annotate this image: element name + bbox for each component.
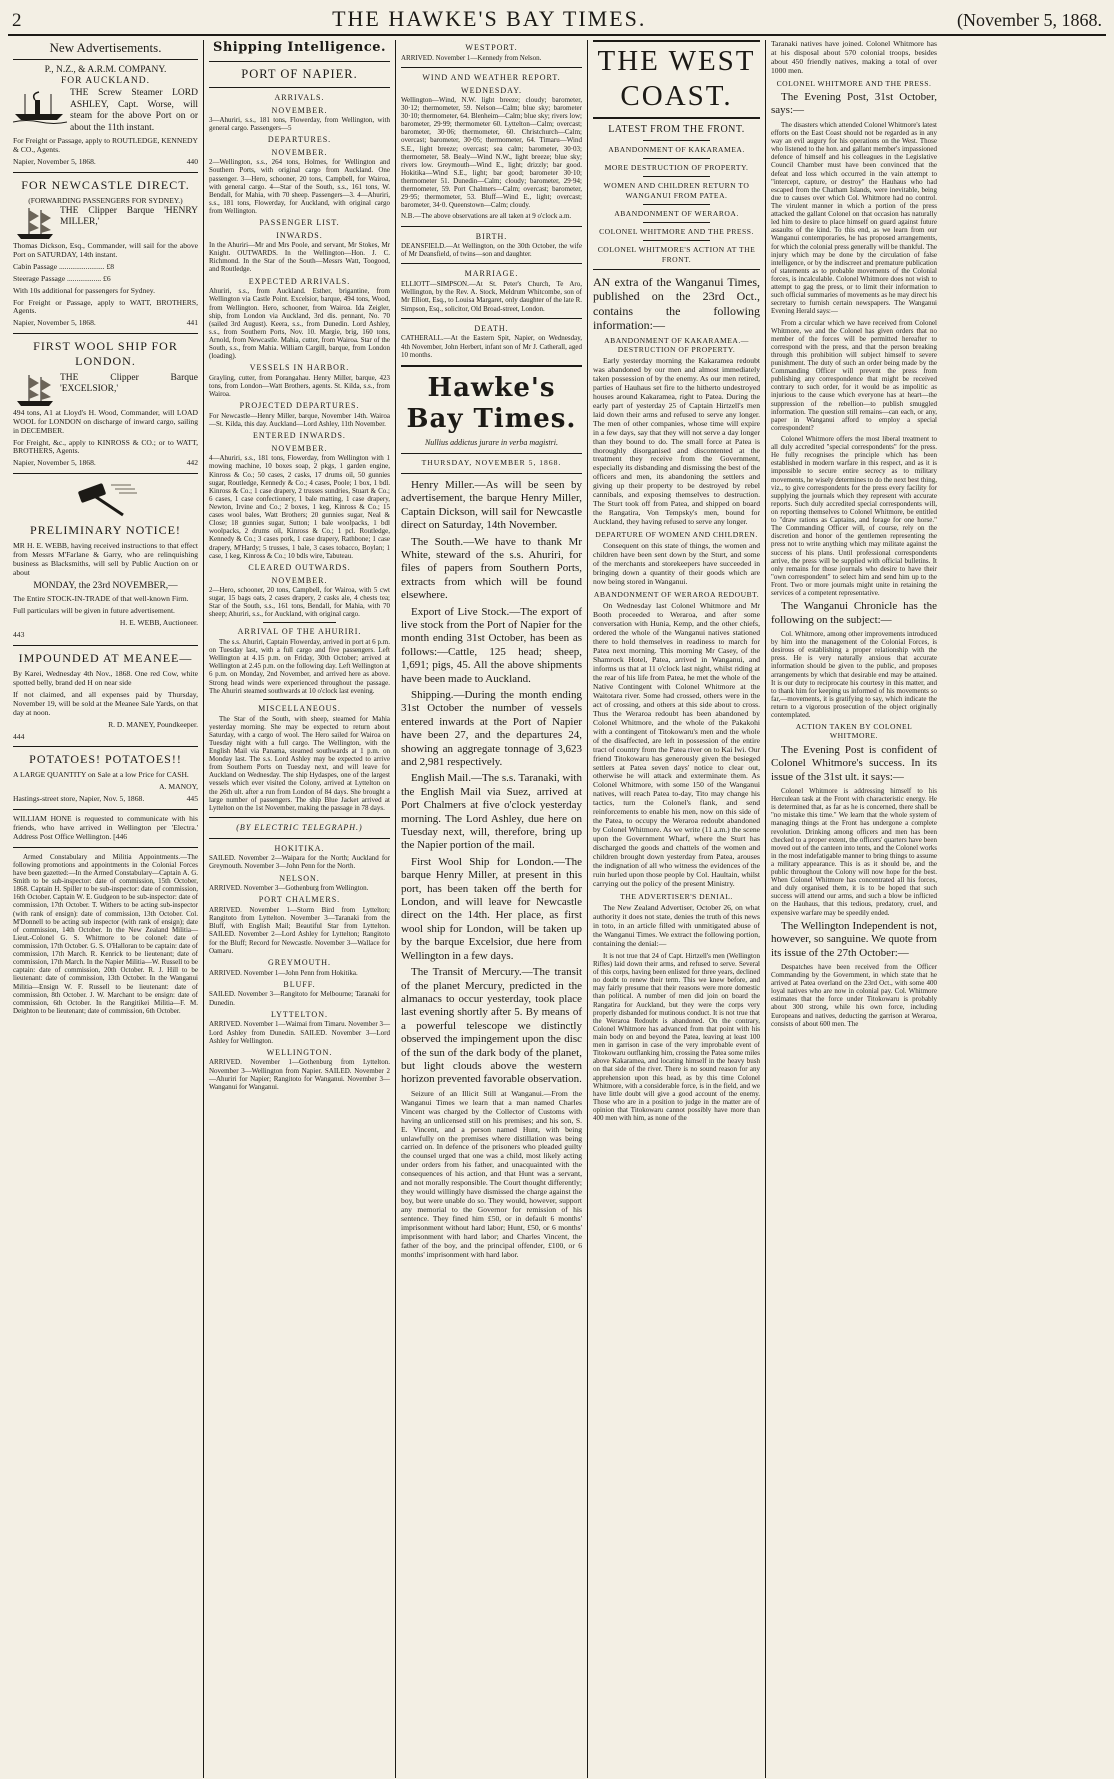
advert-subtitle: (FORWARDING PASSENGERS FOR SYDNEY.) (28, 195, 183, 205)
advert-impounded (13, 651, 198, 741)
chalmers-text: ARRIVED. November 1—Storm Bird from Lyttelton; Rangitoto from Lyttelton. November 3—Taranaki from the Bluff, with English Mail; Beautiful Star from Lyttelton. SAILED. November 2—Lord Ashley for Lyttelton; Rangitoto for the Bluff; Record for Newcastle. November 3—Wallace for Oamaru. (209, 906, 390, 955)
paper-motto: Nullius addictus jurare in verba magistri. (424, 438, 559, 448)
advert-body: 494 tons, A1 at Lloyd's H. Wood, Commander, will LOAD WOOL for LONDON on discharge of inward cargo, sailing in DECEMBER. (13, 407, 198, 435)
article-paragraph: On Wednesday last Colonel Whitmore and Mr Booth proceeded to Weraroa, and after some conversation with Hunia, Kemp, and the other chiefs, ordered the whole of the Wanganui natives stationed there to hold themselves in readiness to march for Patea next morning. This morning Mr Casey, of the Shamrock Hotel, Patea, arrived in Wanganui, and informs us that at 11 o'clock last night, whilst riding at the rear of his life from Patea, he met the whole of the Native Contingent with Colonel Whitmore at the Waitotara river. Some had crossed, others were in the act of crossing, and others at this side about to cross. Thus the Weraroa redoubt has been abandoned by Colonel Whitmore, and the whole of the Pakakohi with a contingent of Titokowaru's men and the whole of the disaffected, are left in possession of the entire tract of country from the Patea river on to Kai Iwi. Our friend Titokowaru has generously given the besieged settlers at Patea seven days' notice to clear out, otherwise he will attack and exterminate them. As Colonel Whitmore, with some 150 of the Wanganui natives, will reach Patea to-day, Tito may change his tactics, turn the Colonel's flank, and send reinforcements to enable his men, now on this side of the Patea, to occupy the Weraroa redoubt abandoned by Colonel Whitmore. As we write (11 a.m.) the scene upon the Government Wharf, where the Sturt has discharged the goods and chattels of the women and children brought down yesterday from Patea, arouses the indignation of all who witness the evidences of the ruin hurled upon those people by Col. Haultain, whilst carrying out the policy of the present Ministry. (593, 601, 761, 888)
article-quote: From a circular which we have received from Colonel Whitmore, we and the Colonel has given orders that no member of the forces will be permitted hereafter to correspond with the press, and that the person breaking through this prohibition will subject himself to severe punishment. The duty of such an order being made by the Commanding Officer will prevent the press from publishing any correspondence that might be received contrary to such order, for it would be as impolitic as injurious to the cause which everyone has at heart—the suppression of the rebellion—to publish smuggled information. The question still remains—can each, or any, paper in Wanganui afford to employ a special correspondent? (771, 318, 937, 432)
advert-ship: THE Clipper Barque 'EXCELSIOR,' (60, 372, 198, 395)
subheading: ACTION TAKEN BY COLONEL WHITMORE. (795, 722, 913, 741)
advert-route: FOR AUCKLAND. (60, 76, 150, 87)
projected-text: For Newcastle—Henry Miller, barque, November 14th. Wairoa—St. Kilda, this day. Auckland—Lord Ashley, 11th November. (209, 412, 390, 429)
issue-date: (November 5, 1868. (957, 10, 1102, 30)
port-title: PORT OF NAPIER. (241, 66, 358, 81)
weather-note: N.B.—The above observations are all taken at 9 o'clock a.m. (401, 212, 572, 221)
death-label: DEATH. (474, 323, 509, 333)
advert-number: 444 (13, 731, 25, 741)
advert-signature: H. E. WEBB, Auctioneer. (119, 618, 198, 628)
advert-title: POTATOES! POTATOES!! (29, 752, 182, 767)
news-paragraph: Seizure of an Illicit Still at Wanganui.—From the Wanganui Times we learn that a man named Charles Vincent was charged by the Collector of Customs with having an unlicensed still on his premises; and his son, S. E. Vincent, and a person named Hunt, with being unlawfully on the premises where distillation was being carried on. In defence of the prisoners who pleaded guilty the counsel urged that one was a child, most likely acting under orders from his father, and unacquainted with the consequences of his action, and that Hunt was a servant, and not morally responsible. The Court thought differently; they would willingly have dismissed the charge against the boy, but were unable do so. They would, however, support any memorial to the Governor for remission of his sentence. They fined him £50, or in default 6 months' imprisonment without hard labor; Hunt, £50, or 6 months' imprisonment with hard labor; and Charles Vincent, the father of the boy, and the principal offender, £100, or 6 months' imprisonment with hard labor. (401, 1088, 582, 1259)
advert-title: PRELIMINARY NOTICE! (30, 523, 181, 538)
paper-issue-date: THURSDAY, NOVEMBER 5, 1868. (421, 457, 562, 467)
expected-text: Ahuriri, s.s., from Auckland. Esther, brigantine, from Wellington via Castle Point. Excelsior, barque, 494 tons, Wood, from Wellington. Hero, schooner, from Wairoa. Ida Zeigler, ship, from London via Auckland, 3rd dis. pennant, No. 70 (sailed 3rd August). Keera, s.s., from Dunedin. Lord Ashley, s.s., from Southern Ports, Nov. 10. Margie, brig, 160 tons, Arnold, from Newcastle. Mahia, cutter, from Wairoa. Star of the South, s.s., from Mahia. William Cargill, barque, from London (loading). (209, 287, 390, 361)
auction-hammer-icon (71, 479, 141, 519)
nelson-text: ARRIVED. November 3—Gothenburg from Wellington. (209, 884, 369, 893)
article-quote: Col. Whitmore, among other improvements introduced by him into the management of the Colonial Forces, is desirous of establishing a proper relationship with the press. He is very naturally anxious that accurate information should be given to the public, and proposes arrangements by which that desirable end may be attained. It is our duty to reciprocate his courtesy in this matter, and to thank him for keeping us informed of his movements so far,—movements, it is gratifying to say, which indicate the return to a vigorous prosecution of the object originally contemplated. (771, 630, 937, 720)
news-paragraph: Export of Live Stock.—The export of live stock from the Port of Napier for the month ending 31st October, has been as follows:—Cattle, 125 head; sheep, 1,691; pigs, 45. All the above shipments have been made to Auckland. (401, 605, 582, 685)
advert-number: 442 (186, 458, 198, 468)
bluff-text: SAILED. November 3—Rangitoto for Melbourne; Taranaki for Dunedin. (209, 990, 390, 1007)
advert-footer: Napier, November 5, 1868. (13, 157, 96, 167)
bluff-label: BLUFF. (283, 979, 316, 989)
advert-steerage: Steerage Passage .................. £6 (13, 273, 111, 283)
arrivals-label: ARRIVALS. (274, 93, 325, 103)
headline: MORE DESTRUCTION OF PROPERTY. (604, 163, 749, 173)
section-title: Shipping Intelligence. (212, 40, 387, 55)
death-text: CATHERALL.—At the Eastern Spit, Napier, on Wednesday, 4th November, John Herbert, infant son of Mr J. Catherall, aged 10 months. (401, 334, 582, 359)
wellington-text: ARRIVED. November 1—Gothenburg from Lyttelton. November 3—Wellington from Napier. SAILED. November 2—Ahuriri for Napier; Rangitoto for Wanganui. November 3—Wanganui for Wanganui. (209, 1058, 390, 1091)
departures-month: NOVEMBER. (271, 148, 328, 158)
sailing-ship-icon (13, 206, 57, 242)
advert-wool-ship (13, 339, 198, 468)
advert-signature: R. D. MANEY, Poundkeeper. (108, 719, 198, 729)
departures-label: DEPARTURES. (267, 135, 332, 145)
advert-body-3: Full particulars will be given in future advertisement. (13, 606, 175, 616)
advert-body: THE Screw Steamer LORD ASHLEY, Capt. Worse, will steam for the above Port on or about the 11th instant. (70, 88, 198, 133)
chalmers-label: PORT CHALMERS. (258, 895, 341, 905)
advert-number: [446 (113, 831, 128, 841)
advert-food: With 10s additional for passengers for Sydney. (13, 285, 155, 295)
hokitika-label: HOKITIKA. (274, 843, 325, 853)
wellington-label: WELLINGTON. (266, 1047, 333, 1057)
masthead (8, 6, 1106, 36)
subheading: ABANDONMENT OF WERAROA REDOUBT. (593, 590, 760, 600)
news-paragraph: First Wool Ship for London.—The barque Henry Miller, at present in this port, has been taken off the berth for London, and will leave for Newcastle direct on the 14th. Her place, as first wool ship for London, will be taken up by the barque Excelsior, due here from Wellington in a few days. (401, 855, 582, 962)
article-paragraph: Consequent on this state of things, the women and children have been sent down by the Sturt, and some of the merchants and storekeepers have succeeded in bringing down a quantity of their goods which are now being stored in Wanganui. (593, 541, 760, 587)
hokitika-text: SAILED. November 2—Waipara for the North; Auckland for Greymouth. November 3—John Penn for the North. (209, 854, 390, 871)
article-quote: Colonel Whitmore is addressing himself to his Herculean task at the Front with characteristic energy. He is determined that, as far as he is concerned, there shall be "no mistake this time." We learn that the whole system of managing things at the Front has undergone a complete revolution. Drinking among officers and men has been checked to a proper extent, the officers' quarters have been moved out of the canteen into tents, and the Colonel works in the most indefatigable manner to bring things to assume a military appearance. This is as it should be, and the public throughout the Colony will now hope for the best. When Colonel Whitmore has concentrated all his forces, and duly organised them, it is to be hoped that such success will attend our arms, and such a blow be inflicted on the Hauhaus, that this tedious, predatory, cruel, and expensive warfare may be speedily ended. (771, 786, 937, 917)
advert-preliminary-notice (13, 479, 198, 640)
headline: ABANDONMENT OF WERAROA. (614, 208, 739, 218)
subheading: ABANDONMENT OF KAKARAMEA.—DESTRUCTION OF PROPERTY. (604, 335, 749, 354)
advert-title: FOR NEWCASTLE DIRECT. (21, 178, 190, 193)
misc-text: The Star of the South, with sheep, steamed for Mahia yesterday morning. She may be expected to return about Saturday, with a cargo of wool. The Hero sailed for Wairoa on Tuesday night with a full cargo. The Wellington, with the English Mail via Panama, steamed southwards at 1 p.m. on Monday last. The s.s. Lord Ashley may be expected to arrive from Southern Ports on Tuesday next, and will leave for Auckland on Wednesday. The ship Hydaspes, one of the largest vessels which ever visited the Colony, arrived at Lyttelton on the 26th ult. after a run from London of 84 days. She brought a large number of passengers. The ship Blue Jacket arrived at Lyttelton on the 1st November, making the passage in 78 days. (209, 714, 390, 812)
news-paragraph: The Transit of Mercury.—The transit of the planet Mercury, predicted in the almanacs to occur yesterday, took place last evening shortly after 5. By means of a powerful telescope we distinctly observed the impingement upon the disc of the sun of the dark body of the planet, but light clouds above the western horizon prevented favorable observation. (401, 966, 582, 1086)
advert-auckland (13, 65, 198, 167)
column-local-news (396, 40, 588, 1778)
telegraph-label: (BY ELECTRIC TELEGRAPH.) (236, 822, 363, 832)
article-paragraph: The Evening Post, 31st October, says:— (771, 91, 937, 117)
paper-title: Hawke's Bay Times. (406, 372, 577, 435)
advert-ship: THE Clipper Barque 'HENRY MILLER,' (60, 205, 198, 228)
entered-text: 4—Ahuriri, s.s., 181 tons, Flowerday, from Wellington with 1 mowing machine, 10 boxes soap, 2 pkgs, 1 garden engine, Kinross & Co.; 50 cases, 2 casks, 17 drums oil, 50 gunnies sugar, Routledge, Kennedy & Co.; 4 cases, Poole; 1 box, 1 bdl. Kinross & Co.; 1 case drapery, 2 trusses sundries, Stuart & Co.; 6 cases, 1 case confectionery, 1 bale matting, 1 case drapery, Newton, Irvine and Co.; 2 boxes, 1 keg, Kinross & Co.; 15 cases wool bales, Watt Brothers; 20 gunnies sugar, Neal & Close; 18 gunnies sugar, Sutton; 1 bale woolpacks, 1 bdl woolpacks, 2 drums oil, Kinross & Co.; 1 pcl. Routledge, Kennedy & Co.; 3 cases pork, 1 case drapery, Rathbone; 1 case drapery, M'Hardy; 5 trusses, 1 bale, 3 cases tobacco, Boylan; 1 case, 1 keg, Kinross & Co.; 10 bdls wire, Tabuteau. (209, 454, 390, 560)
article-paragraph: Taranaki natives have joined. Colonel Whitmore has at his disposal about 570 colonial troops, besides about 450 friendly natives, making a total of over 1000 men. (771, 40, 937, 75)
marriage-text: ELLIOTT—SIMPSON.—At St. Peter's Church, Te Aro, Wellington, by the Rev. A. Stock, Meldrum Whitcombe, son of Mr Elliott, Esq., to Louisa Margaret, only daughter of the late R. Simpson, Esq., solicitor, Old Broad-street, London. (401, 280, 582, 313)
column-whitmore-press (766, 40, 942, 1778)
column-shipping (204, 40, 396, 1778)
advert-number: 443 (13, 630, 25, 640)
advert-body-2: The Entire STOCK-IN-TRADE of that well-known Firm. (13, 594, 189, 604)
page-number: 2 (12, 10, 22, 31)
subheading: COLONEL WHITMORE AND THE PRESS. (776, 78, 932, 88)
birth-label: BIRTH. (475, 231, 508, 241)
advert-footer: Napier, November 5, 1868. (13, 318, 96, 328)
weather-label: WIND AND WEATHER REPORT. (422, 72, 561, 82)
sailing-ship-icon (13, 373, 57, 409)
weather-day: WEDNESDAY. (461, 85, 522, 95)
headline: LATEST FROM THE FRONT. (608, 123, 745, 135)
westport-text: ARRIVED. November 1—Kennedy from Nelson. (401, 53, 542, 62)
weather-text: Wellington—Wind, N.W. light breeze; cloudy; barometer, 30·12; thermometer, 59. Nelson—Calm; blue sky; barometer 30·10; thermometer, 64. Blenheim—Calm; blue sky; rivers low; barometer, 29·99; thermometer 60. Lyttelton—Calm; overcast; barometer, 30·06; thermometer, 60. Christchurch—Calm; overcast; barometer, 30·05; thermometer, 64. Timaru—Wind S.E., light breeze; overcast; sea calm; barometer, 30·03; thermometer, 58. Bealy—Wind N.W., light breeze; blue sky; rivers low. Greymouth—Wind E., light; drizzly; bar good. Hokitika—Wind S.E., light; bar good; barometer 30·10; thermometer 51. Dunedin—Calm; cloudy; barometer, 29·94; thermometer, 59. Port Chalmers—Calm; overcast; barometer, 29·95; thermometer, 53. Bluff—Wind E., light; overcast; barometer, 34·0. Queenstown—Calm; cloudy. (401, 95, 582, 210)
entered-month: NOVEMBER. (271, 444, 328, 454)
advert-freight: For Freight or Passage, apply to WATT, BROTHERS, Agents. (13, 297, 198, 316)
steamship-icon (13, 90, 67, 124)
column-advertisements (8, 40, 204, 1778)
misc-label: MISCELLANEOUS. (258, 703, 341, 713)
article-paragraph: The New Zealand Advertiser, October 26, on what authority it does not state, denies the truth of this news in toto, in an article filled with unmitigated abuse of the Wanganui Times. We extract the following portion, containing the denial:— (593, 903, 760, 948)
cleared-month: NOVEMBER. (271, 575, 328, 585)
headline: ABANDONMENT OF KAKARAMEA. (608, 144, 745, 154)
article-paragraph: The Evening Post is confident of Colonel Whitmore's success. In its issue of the 31st ult. it says:— (771, 743, 937, 783)
headline: COLONEL WHITMORE AND THE PRESS. (599, 227, 754, 237)
article-quote: Colonel Whitmore offers the most liberal treatment to all duly accredited "special correspondents" for the press. He fully recognises the principle which has been established in modern warfare in this respect, and as it is impossible to secure entire secrecy as to military movements, he wisely determines to do the next best thing, viz., to give correspondents for the press every facility for supplying the journals which they represent with accurate reports. Such duly accredited special correspondents will, on reporting themselves to Colonel Whitmore, be entitled to "draw rations as Captains, and forage for one horse." The Commanding Officer will, of course, rely on the discretion and honor of the gentlemen representing the press not to write anything which may militate against the success of his plans. Until professional correspondents arrive, the press will be supplied with official bulletins. It only remains for those journals who desire to have their "own correspondent" to select him and send him up to the Front. Two or more journals might unite in retaining the services of a competent representative. (771, 435, 937, 598)
expected-label: EXPECTED ARRIVALS. (248, 276, 351, 286)
lyttelton-label: LYTTELTON. (271, 1009, 328, 1019)
lede-paragraph: AN extra of the Wanganui Times, published on the 23rd Oct., contains the following information:— (593, 274, 760, 333)
news-paragraph: Henry Miller.—As will be seen by advertisement, the barque Henry Miller, Captain Dickson, will sail for Newcastle direct on Saturday, 14th November. (401, 478, 582, 532)
advert-newcastle (13, 178, 198, 328)
harbor-text: Grayling, cutter, from Porangahau. Henry Miller, barque, 423 tons, from London—Watt Brothers, agents. St. Kilda, s.s., from Wairoa. (209, 374, 390, 399)
advert-william-hone (13, 815, 198, 842)
advert-number: 445 (186, 794, 198, 804)
greymouth-text: ARRIVED. November 1—John Penn from Hokitika. (209, 968, 358, 977)
advert-body: Thomas Dickson, Esq., Commander, will sail for the above Port on SATURDAY, 14th instant. (13, 240, 198, 259)
article-quote: Despatches have been received from the Officer Commanding by the Government, in which state that he arrived at Patea overland on the 23rd Oct., with some 400 loyal natives who are now in colonial pay. Col. Whitmore estimates that the force under Titokowaru is probably about 300 strong, while his own force, including Europeans and natives, deducting the garrison at Weraroa, consists of about 600 men. The (771, 962, 937, 1028)
nelson-label: NELSON. (279, 873, 320, 883)
subheading: DEPARTURE OF WOMEN AND CHILDREN. (595, 530, 758, 540)
birth-text: DEANSFIELD.—At Wellington, on the 30th October, the wife of Mr Deansfield, of twins—son and daughter. (401, 242, 582, 259)
article-quote: It is not true that 24 of Capt. Hirtzell's men (Wellington Rifles) laid down their arms, and refused to serve. Several of this corps, having been enlisted for three years, declined no doubt to renew their term. This we knew before, and may fairly presume that their reasons were more domestic than political. A number of men did join on board the Rangatira for Auckland, but they were the corps very properly disbanded for mutinous conduct. It is not true that the Weraroa Redoubt is abandoned. On the contrary, Colonel Whitmore has advanced from that point with his main body on and beyond the Patea, leaving at least 100 men in garrison in case of the very improbable event of Titokowaru outflanking him, crossing the Patea some miles above Kakaramea, and locating himself in the heavy bush on that side of the river. There is no sound reason for any apprehension upon this head, as by this time Colonel Whitmore, with a considerable force, is in the field, and we have little doubt will give a good account of the enemy. Those who are in a position to judge in the matter are of opinion that Titokowaru cannot possibly have more than 400 men with him, as none of the (593, 951, 760, 1123)
arrivals-text: 3—Ahuriri, s.s., 181 tons, Flowerday, from Wellington, with general cargo. Passengers—5 (209, 116, 390, 133)
ahuriri-text: The s.s. Ahuriri, Captain Flowerday, arrived in port at 6 p.m. on Tuesday last, with a full cargo and five passengers. Left Wellington at 4.15 p.m. on Friday, 30th October; arrived at Wellington at 2.45 p.m. on the following day. Left Wellington at 6 p.m. on Monday, 2nd November, and arrived here as above. Strong head winds were experienced throughout the passage. The Ahuriri steamed southwards at 10 o'clock last evening. (209, 638, 390, 695)
westport-label: WESTPORT. (465, 43, 518, 52)
headline: WOMEN AND CHILDREN RETURN TO WANGANUI FROM PATEA. (603, 181, 750, 200)
news-paragraph: The South.—We have to thank Mr White, steward of the s.s. Ahuriri, for files of papers from Southern Ports, extracts from which will be found elsewhere. (401, 535, 582, 602)
article-paragraph: The Wanganui Chronicle has the following on the subject:— (771, 600, 937, 626)
marriage-label: MARRIAGE. (464, 269, 519, 279)
militia-appointments: Armed Constabulary and Militia Appointments.—The following promotions and appointments in the Colonial Forces have been gazetted:—In the Armed Constabulary—Captain A. G. Smith to be sub-inspector: date of commission, 15th October, 1868. Captain H. Spiller to be sub-inspector: date of commission, 16th October. Captain W. E. Gudgeon to be sub-inspector: date of commission, 17th October. T. Withers to be acting sub-inspector (with rank of ensign): date of commission, 13th October. Col. M'Donnell to be acting sub inspector (with rank of ensign); date of commission, 14th October. In the New Zealand Militia—Lieut.-Colonel G. S. Whitmore to be colonel: date of commission, 17th October. G. S. O'Halloran to be captain: date of commission, 17th March. R. Kenrick to be lieutenant; date of commission, 17th March. In the Napier Militia—W. Russell to be captain: date of commission, 20th October. R. J. Hill to be lieutenant: date of commission, 13th October. In the Wanganui Militia—Ensign W. F. Russell to be lieutenant: date of commission, 8th October. J. W. Marchant to be ensign: date of commission, 6th October. In the Rangitikei Militia—F. M. Deighton to be lieutenant; date of commission, 6th October. (13, 852, 198, 1015)
passenger-label: PASSENGER LIST. (259, 218, 340, 228)
advert-cabin: Cabin Passage ........................ £8 (13, 261, 115, 271)
newspaper-title: THE HAWKE'S BAY TIMES. (332, 6, 647, 31)
advert-body: A LARGE QUANTITY on Sale at a low Price for CASH. (13, 770, 189, 780)
section-title: New Advertisements. (13, 40, 198, 60)
entered-label: ENTERED INWARDS. (253, 431, 346, 441)
cleared-text: 2—Hero, schooner, 20 tons, Campbell, for Wairoa, with 5 cwt sugar, 15 bags oats, 2 cases drapery, 2 casks ale, 4 chests tea; Star of the South, s.s., 161 tons, Bendall, for Mahia, with 70 sheep; Ahuriri, s.s., for Auckland, with original cargo. (209, 585, 390, 619)
column-west-coast (588, 40, 766, 1778)
advert-title: IMPOUNDED AT MEANEE— (18, 651, 193, 666)
advert-freight: For Freight, &c., apply to KINROSS & CO.; or to WATT, BROTHERS, Agents. (13, 437, 198, 456)
subheading: THE ADVERTISER'S DENIAL. (620, 891, 733, 901)
passenger-text: In the Ahuriri—Mr and Mrs Poole, and servant, Mr Stokes, Mr Knight. OUTWARDS. In the Wellington—Hon. J. C. Richmond. In the Star of the South—Messrs Watt, Toogood, and Routledge. (209, 241, 390, 274)
article-paragraph: Early yesterday morning the Kakaramea redoubt was abandoned by our men and almost immediately taken possession of by the enemy. As our men retired, parties of Hauhaus set fire to the hitherto undestroyed houses around Kakaramea, right to Patea. During the early part of yesterday 25 of Captain Hirtzell's men laid down their arms and refused to serve any longer. The men of other companies, whose time will expire in a few days, say that they will not serve a day longer than they bound to do. The small force at Patea is thoroughly disorganised and discontented at the treatment they receive from the Government, especially its disbanding and dismissing the best of the officers and men, its abandoning the settlers and giving up their property to be destroyed by rebel cannibals, and exposing themselves to destruction. The Sturt took off from Patea, and shipped on board the Rangatira, Von Tempsky's men, bound for Auckland, they having refused to serve any longer. (593, 356, 760, 527)
news-paragraph: Shipping.—During the month ending 31st October the number of vessels entered inwards at the Port of Napier have been 27, and the departures 24, showing an aggregate tonnage of 3,623 and 2,981 respectively. (401, 688, 582, 769)
advert-body-2: If not claimed, and all expenses paid by Thursday, November 19, will be sold at the Meanee Sale Yards, on that day at noon. (13, 689, 198, 717)
advert-signature: A. MANOY, (159, 782, 198, 792)
ahuriri-label: ARRIVAL OF THE AHURIRI. (237, 627, 362, 637)
advert-company: P., N.Z., & A.R.M. COMPANY. (44, 64, 167, 75)
article-paragraph: The Wellington Independent is not, however, so sanguine. We quote from its issue of the 27th October:— (771, 919, 937, 959)
harbor-label: VESSELS IN HARBOR. (249, 363, 350, 373)
advert-place: Hastings-street store, Napier, Nov. 5, 1868. (13, 794, 145, 804)
arrivals-month: NOVEMBER. (271, 105, 328, 115)
departures-text: 2—Wellington, s.s., 264 tons, Holmes, for Wellington and Southern Ports, with original cargo from Auckland. One passenger. 3—Hero, schooner, 20 tons, Campbell, for Wairoa, with general cargo. 4—Star of the South, s.s., 161 tons, W. Bendall, for Mahia, with 70 sheep. Passengers—3. 4—Ahuriri, s.s., 181 tons, Flowerday, for Auckland, with original cargo from Wellington. (209, 158, 390, 216)
advert-freight: For Freight or Passage, apply to ROUTLEDGE, KENNEDY & CO., Agents. (13, 136, 198, 155)
advert-footer: Napier, November 5, 1868. (13, 458, 96, 468)
lyttelton-text: ARRIVED. November 1—Waimai from Timaru. November 3—Lord Ashley from Dunedin. SAILED. November 3—Lord Ashley for Wellington. (209, 1020, 390, 1045)
cleared-label: CLEARED OUTWARDS. (248, 562, 351, 572)
advert-number: 440 (186, 157, 198, 167)
projected-label: PROJECTED DEPARTURES. (239, 401, 360, 411)
advert-body: By Karei, Wednesday 4th Nov., 1868. One red Cow, white spotted belly, brand ded H on near side (13, 668, 198, 687)
west-coast-title: THE WEST COAST. (593, 40, 760, 119)
advert-date: MONDAY, the 23rd NOVEMBER,— (33, 580, 178, 591)
inwards-label: INWARDS. (276, 230, 323, 240)
advert-body: WILLIAM HONE is requested to communicate with his friends, who have arrived in Wellington per 'Electra.' Address Post Office Wellington. (13, 813, 198, 841)
advert-title: FIRST WOOL SHIP FOR LONDON. (33, 339, 178, 369)
greymouth-label: GREYMOUTH. (267, 957, 332, 967)
advert-number: 441 (186, 318, 198, 328)
advert-potatoes (13, 752, 198, 803)
columns (8, 40, 1106, 1778)
headline: COLONEL WHITMORE'S ACTION AT THE FRONT. (597, 245, 756, 264)
article-quote: The disasters which attended Colonel Whitmore's latest efforts on the East Coast should not be regarded as in any way an evil augury for his operations on the West. Those who listened to the hon. and gallant member's impassioned defence of himself and his colleagues in the Legislative Council Chamber must have been convinced that the defeat and loss which occurred in the vain attempt to "intercept, capture, or destroy" the Hauhaus who had escaped from the Chatham Islands, were inevitable, being due to causes over which Col. Whitmore had no control. The virulent manner in which a portion of the press attacked the gallant Colonel on that occasion has naturally led him to desire to place himself on guard against future assaults of the kind. To this end, as we learn from our Wanganui contemporaries, he has proposed arrangements, for which the colonial press generally will be thankful. The injury which may be done by the circulation of false intelligence, or by the indiscreet and premature publication of statements as to probable movements of the Colonial forces, is incalculable. Colonel Whitmore does not wish to attempt to gag the press, or to limit their information to such official summaries of movements as he may direct his secretary to furnish certain newspapers. The Wanganui Evening Herald says:— (771, 120, 937, 316)
news-paragraph: English Mail.—The s.s. Taranaki, with the English Mail via Suez, arrived at Port Chalmers at five o'clock yesterday morning. The Lord Ashley, due here on Tuesday next, will, therefore, bring up the Napier portion of the mail. (401, 772, 582, 852)
advert-body: MR H. E. WEBB, having received instructions to that effect from Messrs M'Farlane & Garry, who are relinquishing business as Blacksmiths, will sell by Public Auction on or about (13, 540, 198, 577)
